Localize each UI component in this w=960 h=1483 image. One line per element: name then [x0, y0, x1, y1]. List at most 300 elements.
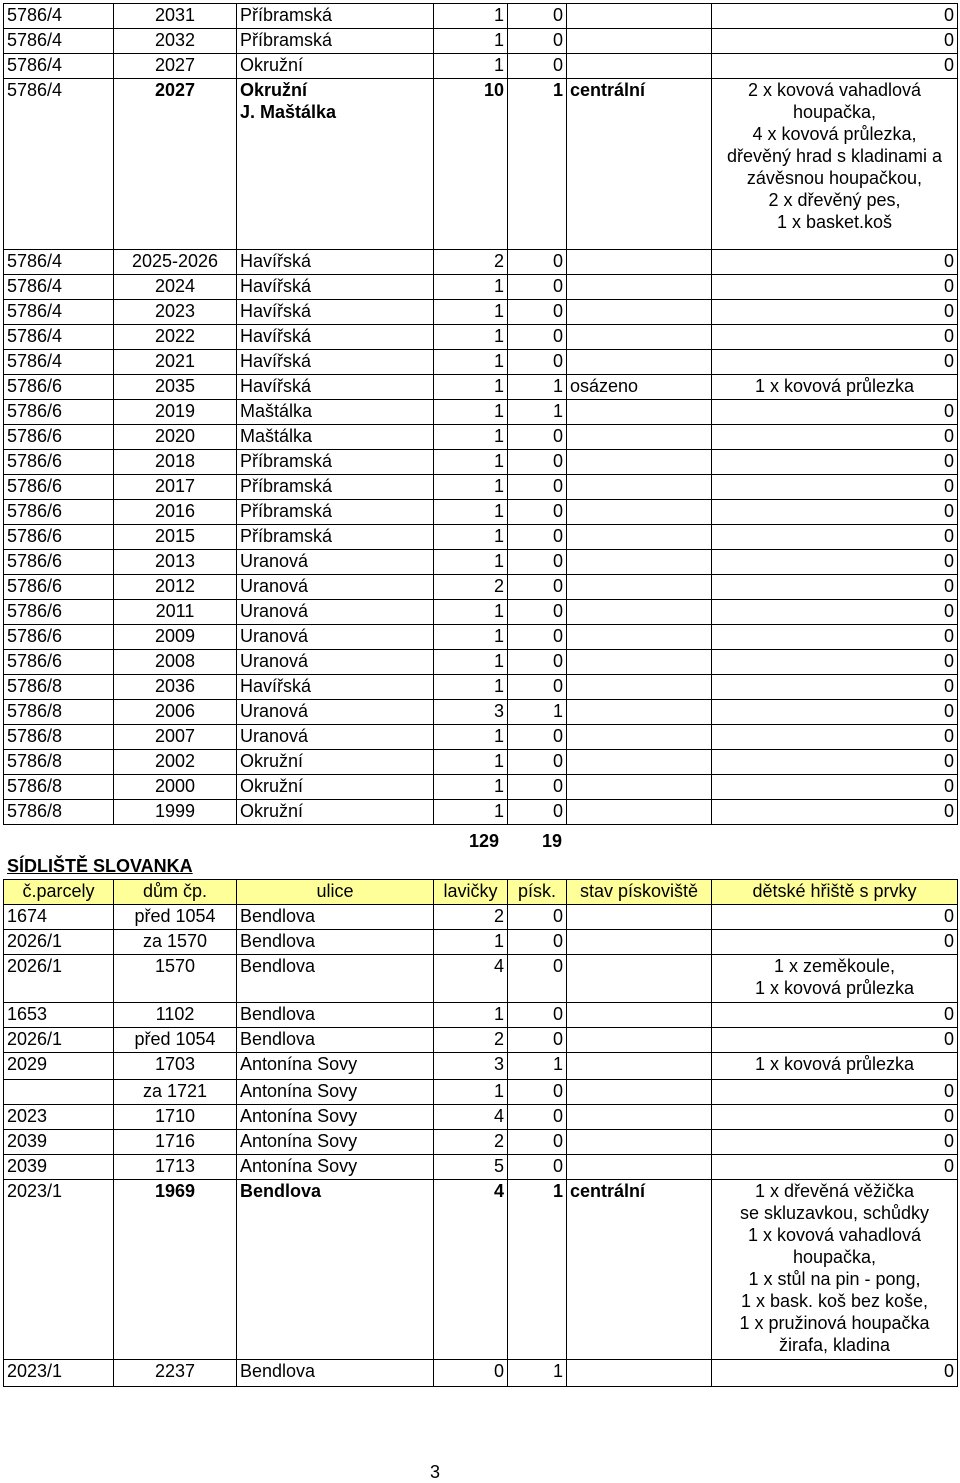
cell-house: 2024 [114, 275, 237, 300]
cell-playground: 0 [712, 1080, 958, 1105]
cell-benches: 1 [434, 475, 508, 500]
cell-house: 2035 [114, 375, 237, 400]
cell-playground: 0 [712, 325, 958, 350]
table-row [4, 450, 958, 475]
cell-sandpit-state [567, 930, 712, 955]
table-row [4, 4, 958, 29]
cell-benches: 1 [434, 325, 508, 350]
cell-sandpit-state [567, 1360, 712, 1387]
table-row [4, 550, 958, 575]
cell-sandpit: 1 [508, 375, 567, 400]
cell-benches: 1 [434, 675, 508, 700]
cell-parcel: 5786/8 [4, 775, 114, 800]
cell-benches: 1 [434, 650, 508, 675]
cell-house: 2017 [114, 475, 237, 500]
cell-sandpit-state [567, 325, 712, 350]
cell-playground: 0 [712, 29, 958, 54]
cell-street: Bendlova [237, 1180, 434, 1360]
cell-sandpit: 0 [508, 930, 567, 955]
table-slovanka [3, 879, 958, 1387]
cell-benches: 1 [434, 1003, 508, 1028]
cell-parcel: 5786/4 [4, 29, 114, 54]
table-row [4, 1105, 958, 1130]
cell-house: 2025-2026 [114, 250, 237, 275]
table-row [4, 675, 958, 700]
cell-sandpit: 0 [508, 350, 567, 375]
cell-parcel: 2026/1 [4, 955, 114, 1003]
cell-house: 2008 [114, 650, 237, 675]
cell-sandpit: 0 [508, 1080, 567, 1105]
cell-playground: 0 [712, 1003, 958, 1028]
cell-sandpit-state [567, 1155, 712, 1180]
cell-benches: 5 [434, 1155, 508, 1180]
cell-playground: 0 [712, 4, 958, 29]
table-row [4, 525, 958, 550]
cell-playground: 0 [712, 1360, 958, 1387]
table-row [4, 1080, 958, 1105]
cell-parcel: 5786/6 [4, 575, 114, 600]
cell-house: 2013 [114, 550, 237, 575]
cell-street: Příbramská [237, 500, 434, 525]
cell-playground: 0 [712, 905, 958, 930]
cell-playground: 0 [712, 500, 958, 525]
cell-parcel: 5786/8 [4, 675, 114, 700]
cell-sandpit: 0 [508, 625, 567, 650]
cell-sandpit: 0 [508, 1003, 567, 1028]
cell-benches: 4 [434, 1180, 508, 1360]
cell-sandpit: 0 [508, 275, 567, 300]
section-title: SÍDLIŠTĚ SLOVANKA [7, 856, 193, 876]
cell-benches: 1 [434, 600, 508, 625]
total-sandpits: 19 [542, 831, 563, 851]
cell-sandpit-state [567, 550, 712, 575]
cell-sandpit: 1 [508, 1053, 567, 1080]
cell-parcel: 5786/6 [4, 400, 114, 425]
cell-sandpit-state [567, 275, 712, 300]
table-row [4, 725, 958, 750]
cell-parcel: 5786/4 [4, 79, 114, 250]
cell-street: Antonína Sovy [237, 1155, 434, 1180]
cell-sandpit-state [567, 675, 712, 700]
cell-street: Uranová [237, 625, 434, 650]
cell-parcel: 2026/1 [4, 1028, 114, 1053]
table-row [4, 1180, 958, 1360]
table-row [4, 1003, 958, 1028]
cell-sandpit-state [567, 575, 712, 600]
cell-playground: 0 [712, 300, 958, 325]
cell-sandpit-state [567, 905, 712, 930]
cell-parcel: 5786/6 [4, 500, 114, 525]
cell-benches: 2 [434, 1028, 508, 1053]
cell-parcel [4, 1080, 114, 1105]
cell-house: 2022 [114, 325, 237, 350]
cell-street: Okružní J. Maštálka [237, 79, 434, 250]
cell-benches: 2 [434, 905, 508, 930]
cell-benches: 1 [434, 300, 508, 325]
cell-sandpit: 0 [508, 800, 567, 825]
cell-parcel: 5786/6 [4, 425, 114, 450]
cell-street: Příbramská [237, 475, 434, 500]
cell-sandpit: 1 [508, 1180, 567, 1360]
cell-sandpit-state [567, 300, 712, 325]
cell-street: Uranová [237, 575, 434, 600]
cell-sandpit: 1 [508, 400, 567, 425]
cell-sandpit: 0 [508, 29, 567, 54]
cell-benches: 0 [434, 1360, 508, 1387]
cell-playground: 0 [712, 600, 958, 625]
cell-sandpit-state [567, 700, 712, 725]
cell-parcel: 2023/1 [4, 1180, 114, 1360]
table-row [4, 275, 958, 300]
cell-sandpit-state [567, 250, 712, 275]
cell-street: Příbramská [237, 29, 434, 54]
cell-sandpit-state [567, 650, 712, 675]
cell-benches: 2 [434, 250, 508, 275]
table-row [4, 1028, 958, 1053]
cell-street: Uranová [237, 650, 434, 675]
header-playground: dětské hřiště s prvky [712, 880, 958, 905]
cell-playground: 0 [712, 775, 958, 800]
cell-sandpit: 0 [508, 575, 567, 600]
cell-house: 2237 [114, 1360, 237, 1387]
cell-benches: 4 [434, 955, 508, 1003]
cell-parcel: 5786/4 [4, 300, 114, 325]
table-row [4, 29, 958, 54]
cell-street: Havířská [237, 375, 434, 400]
cell-playground: 0 [712, 575, 958, 600]
cell-playground: 0 [712, 425, 958, 450]
cell-sandpit: 0 [508, 250, 567, 275]
cell-house: 2036 [114, 675, 237, 700]
cell-house: před 1054 [114, 905, 237, 930]
cell-benches: 1 [434, 4, 508, 29]
cell-playground: 0 [712, 550, 958, 575]
cell-sandpit-state [567, 1028, 712, 1053]
cell-house: 1713 [114, 1155, 237, 1180]
cell-playground: 0 [712, 525, 958, 550]
cell-sandpit: 0 [508, 450, 567, 475]
cell-sandpit: 0 [508, 955, 567, 1003]
cell-house: 2016 [114, 500, 237, 525]
cell-sandpit: 0 [508, 54, 567, 79]
cell-street: Bendlova [237, 905, 434, 930]
cell-house: 2006 [114, 700, 237, 725]
cell-house: 1999 [114, 800, 237, 825]
cell-sandpit: 0 [508, 1028, 567, 1053]
table-row [4, 750, 958, 775]
cell-sandpit: 0 [508, 550, 567, 575]
cell-sandpit-state [567, 775, 712, 800]
cell-sandpit: 0 [508, 775, 567, 800]
cell-house: za 1721 [114, 1080, 237, 1105]
cell-playground: 0 [712, 350, 958, 375]
cell-street: Antonína Sovy [237, 1130, 434, 1155]
cell-sandpit-state [567, 1130, 712, 1155]
cell-sandpit: 0 [508, 425, 567, 450]
table-row [4, 600, 958, 625]
cell-house: 2031 [114, 4, 237, 29]
cell-playground: 0 [712, 400, 958, 425]
cell-street: Antonína Sovy [237, 1053, 434, 1080]
cell-house: 2020 [114, 425, 237, 450]
table-row [4, 1360, 958, 1387]
cell-benches: 1 [434, 725, 508, 750]
cell-house: 2000 [114, 775, 237, 800]
cell-parcel: 5786/6 [4, 375, 114, 400]
cell-benches: 1 [434, 350, 508, 375]
table-row [4, 1053, 958, 1080]
cell-house: 2023 [114, 300, 237, 325]
cell-house: 1969 [114, 1180, 237, 1360]
table-row [4, 350, 958, 375]
cell-house: 2015 [114, 525, 237, 550]
cell-sandpit-state [567, 500, 712, 525]
table-row [4, 425, 958, 450]
cell-sandpit-state [567, 475, 712, 500]
cell-parcel: 5786/4 [4, 275, 114, 300]
cell-benches: 3 [434, 1053, 508, 1080]
table-row [4, 930, 958, 955]
cell-benches: 1 [434, 775, 508, 800]
cell-house: 2019 [114, 400, 237, 425]
cell-sandpit-state [567, 4, 712, 29]
cell-sandpit: 0 [508, 500, 567, 525]
header-sandpit: písk. [508, 880, 567, 905]
table-row [4, 54, 958, 79]
cell-house: 1102 [114, 1003, 237, 1028]
cell-playground: 0 [712, 725, 958, 750]
cell-parcel: 2023/1 [4, 1360, 114, 1387]
header-parcel: č.parcely [4, 880, 114, 905]
cell-parcel: 5786/4 [4, 4, 114, 29]
cell-benches: 1 [434, 800, 508, 825]
cell-parcel: 2039 [4, 1155, 114, 1180]
cell-house: 2007 [114, 725, 237, 750]
cell-street: Havířská [237, 275, 434, 300]
table-row [4, 775, 958, 800]
cell-sandpit: 0 [508, 325, 567, 350]
cell-benches: 1 [434, 930, 508, 955]
cell-parcel: 5786/4 [4, 54, 114, 79]
cell-sandpit-state [567, 425, 712, 450]
cell-house: 2012 [114, 575, 237, 600]
table-row [4, 650, 958, 675]
cell-parcel: 5786/4 [4, 325, 114, 350]
cell-parcel: 5786/6 [4, 450, 114, 475]
cell-house: 2018 [114, 450, 237, 475]
cell-street: Havířská [237, 300, 434, 325]
cell-sandpit: 0 [508, 1130, 567, 1155]
cell-house: 2009 [114, 625, 237, 650]
cell-street: Bendlova [237, 1028, 434, 1053]
cell-street: Havířská [237, 250, 434, 275]
cell-parcel: 5786/6 [4, 625, 114, 650]
totals-row [3, 830, 957, 854]
cell-parcel: 2029 [4, 1053, 114, 1080]
cell-playground: 0 [712, 1155, 958, 1180]
cell-parcel: 2026/1 [4, 930, 114, 955]
cell-playground: 0 [712, 675, 958, 700]
cell-sandpit-state: osázeno [567, 375, 712, 400]
cell-street: Maštálka [237, 400, 434, 425]
cell-house: 2027 [114, 79, 237, 250]
cell-sandpit-state [567, 1053, 712, 1080]
cell-street: Havířská [237, 350, 434, 375]
cell-benches: 1 [434, 29, 508, 54]
cell-street: Maštálka [237, 425, 434, 450]
cell-benches: 1 [434, 550, 508, 575]
cell-street: Bendlova [237, 955, 434, 1003]
cell-house: před 1054 [114, 1028, 237, 1053]
cell-parcel: 2039 [4, 1130, 114, 1155]
cell-playground: 0 [712, 450, 958, 475]
cell-street: Uranová [237, 600, 434, 625]
cell-sandpit-state [567, 1105, 712, 1130]
table-header-row [4, 880, 958, 905]
cell-benches: 1 [434, 625, 508, 650]
cell-playground: 0 [712, 475, 958, 500]
cell-sandpit-state [567, 54, 712, 79]
cell-house: za 1570 [114, 930, 237, 955]
cell-sandpit: 1 [508, 700, 567, 725]
cell-benches: 1 [434, 275, 508, 300]
cell-parcel: 5786/6 [4, 525, 114, 550]
cell-playground: 2 x kovová vahadlová houpačka, 4 x kovová průlezka, dřevěný hrad s kladinami a závěsnou houpačkou, 2 x dřevěný pes, 1 x basket.koš [712, 79, 958, 250]
cell-benches: 1 [434, 525, 508, 550]
cell-playground: 0 [712, 700, 958, 725]
cell-parcel: 2023 [4, 1105, 114, 1130]
cell-sandpit-state [567, 955, 712, 1003]
cell-street: Uranová [237, 700, 434, 725]
table-row [4, 625, 958, 650]
cell-sandpit-state [567, 350, 712, 375]
cell-street: Havířská [237, 675, 434, 700]
cell-playground: 0 [712, 1105, 958, 1130]
header-sandpit-state: stav pískoviště [567, 880, 712, 905]
cell-sandpit-state [567, 800, 712, 825]
cell-parcel: 1674 [4, 905, 114, 930]
cell-sandpit-state [567, 450, 712, 475]
cell-parcel: 5786/8 [4, 800, 114, 825]
cell-playground: 0 [712, 54, 958, 79]
cell-parcel: 5786/4 [4, 250, 114, 275]
cell-parcel: 5786/6 [4, 650, 114, 675]
cell-benches: 4 [434, 1105, 508, 1130]
cell-street: Okružní [237, 750, 434, 775]
cell-parcel: 5786/6 [4, 550, 114, 575]
cell-sandpit-state [567, 600, 712, 625]
cell-playground: 1 x kovová průlezka [712, 1053, 958, 1080]
table-row [4, 79, 958, 250]
cell-street: Antonína Sovy [237, 1105, 434, 1130]
cell-sandpit: 0 [508, 750, 567, 775]
cell-house: 2027 [114, 54, 237, 79]
cell-sandpit-state [567, 1080, 712, 1105]
cell-street: Uranová [237, 550, 434, 575]
table-row [4, 300, 958, 325]
total-benches: 129 [469, 831, 500, 851]
header-house: dům čp. [114, 880, 237, 905]
cell-playground: 0 [712, 930, 958, 955]
cell-benches: 3 [434, 700, 508, 725]
cell-street: Bendlova [237, 1360, 434, 1387]
cell-sandpit: 1 [508, 79, 567, 250]
cell-sandpit-state [567, 1003, 712, 1028]
cell-sandpit-state [567, 750, 712, 775]
cell-playground: 0 [712, 800, 958, 825]
cell-playground: 0 [712, 650, 958, 675]
cell-benches: 1 [434, 1080, 508, 1105]
cell-parcel: 1653 [4, 1003, 114, 1028]
cell-street: Uranová [237, 725, 434, 750]
cell-sandpit-state [567, 725, 712, 750]
cell-playground: 1 x dřevěná věžička se skluzavkou, schůdky 1 x kovová vahadlová houpačka, 1 x stůl na pin - pong, 1 x bask. koš bez koše, 1 x pružinová houpačka žirafa, kladina [712, 1180, 958, 1360]
cell-playground: 0 [712, 250, 958, 275]
cell-sandpit-state [567, 400, 712, 425]
cell-benches: 2 [434, 1130, 508, 1155]
cell-sandpit: 0 [508, 525, 567, 550]
table-row [4, 250, 958, 275]
cell-playground: 0 [712, 750, 958, 775]
cell-street: Příbramská [237, 450, 434, 475]
cell-parcel: 5786/8 [4, 725, 114, 750]
cell-playground: 1 x zeměkoule, 1 x kovová průlezka [712, 955, 958, 1003]
table-row [4, 325, 958, 350]
cell-sandpit: 0 [508, 4, 567, 29]
cell-house: 2032 [114, 29, 237, 54]
table-first [3, 3, 958, 825]
table-row [4, 500, 958, 525]
cell-benches: 1 [434, 425, 508, 450]
table-row [4, 800, 958, 825]
cell-benches: 1 [434, 750, 508, 775]
table-row [4, 575, 958, 600]
cell-sandpit: 0 [508, 600, 567, 625]
cell-sandpit: 0 [508, 1105, 567, 1130]
cell-sandpit: 0 [508, 675, 567, 700]
cell-street: Příbramská [237, 4, 434, 29]
cell-playground: 1 x kovová průlezka [712, 375, 958, 400]
cell-house: 1716 [114, 1130, 237, 1155]
cell-benches: 1 [434, 450, 508, 475]
cell-street: Bendlova [237, 1003, 434, 1028]
cell-sandpit: 0 [508, 650, 567, 675]
cell-house: 2002 [114, 750, 237, 775]
cell-sandpit: 0 [508, 905, 567, 930]
header-street: ulice [237, 880, 434, 905]
cell-playground: 0 [712, 275, 958, 300]
cell-sandpit-state: centrální [567, 1180, 712, 1360]
table-row [4, 905, 958, 930]
cell-sandpit: 0 [508, 300, 567, 325]
cell-playground: 0 [712, 625, 958, 650]
cell-street: Příbramská [237, 525, 434, 550]
cell-parcel: 5786/4 [4, 350, 114, 375]
cell-sandpit: 0 [508, 725, 567, 750]
cell-sandpit-state [567, 525, 712, 550]
cell-playground: 0 [712, 1028, 958, 1053]
cell-benches: 10 [434, 79, 508, 250]
cell-house: 1703 [114, 1053, 237, 1080]
cell-house: 1570 [114, 955, 237, 1003]
cell-sandpit: 0 [508, 475, 567, 500]
cell-benches: 2 [434, 575, 508, 600]
cell-house: 1710 [114, 1105, 237, 1130]
cell-parcel: 5786/6 [4, 475, 114, 500]
table-row [4, 700, 958, 725]
cell-street: Okružní [237, 775, 434, 800]
cell-parcel: 5786/6 [4, 600, 114, 625]
